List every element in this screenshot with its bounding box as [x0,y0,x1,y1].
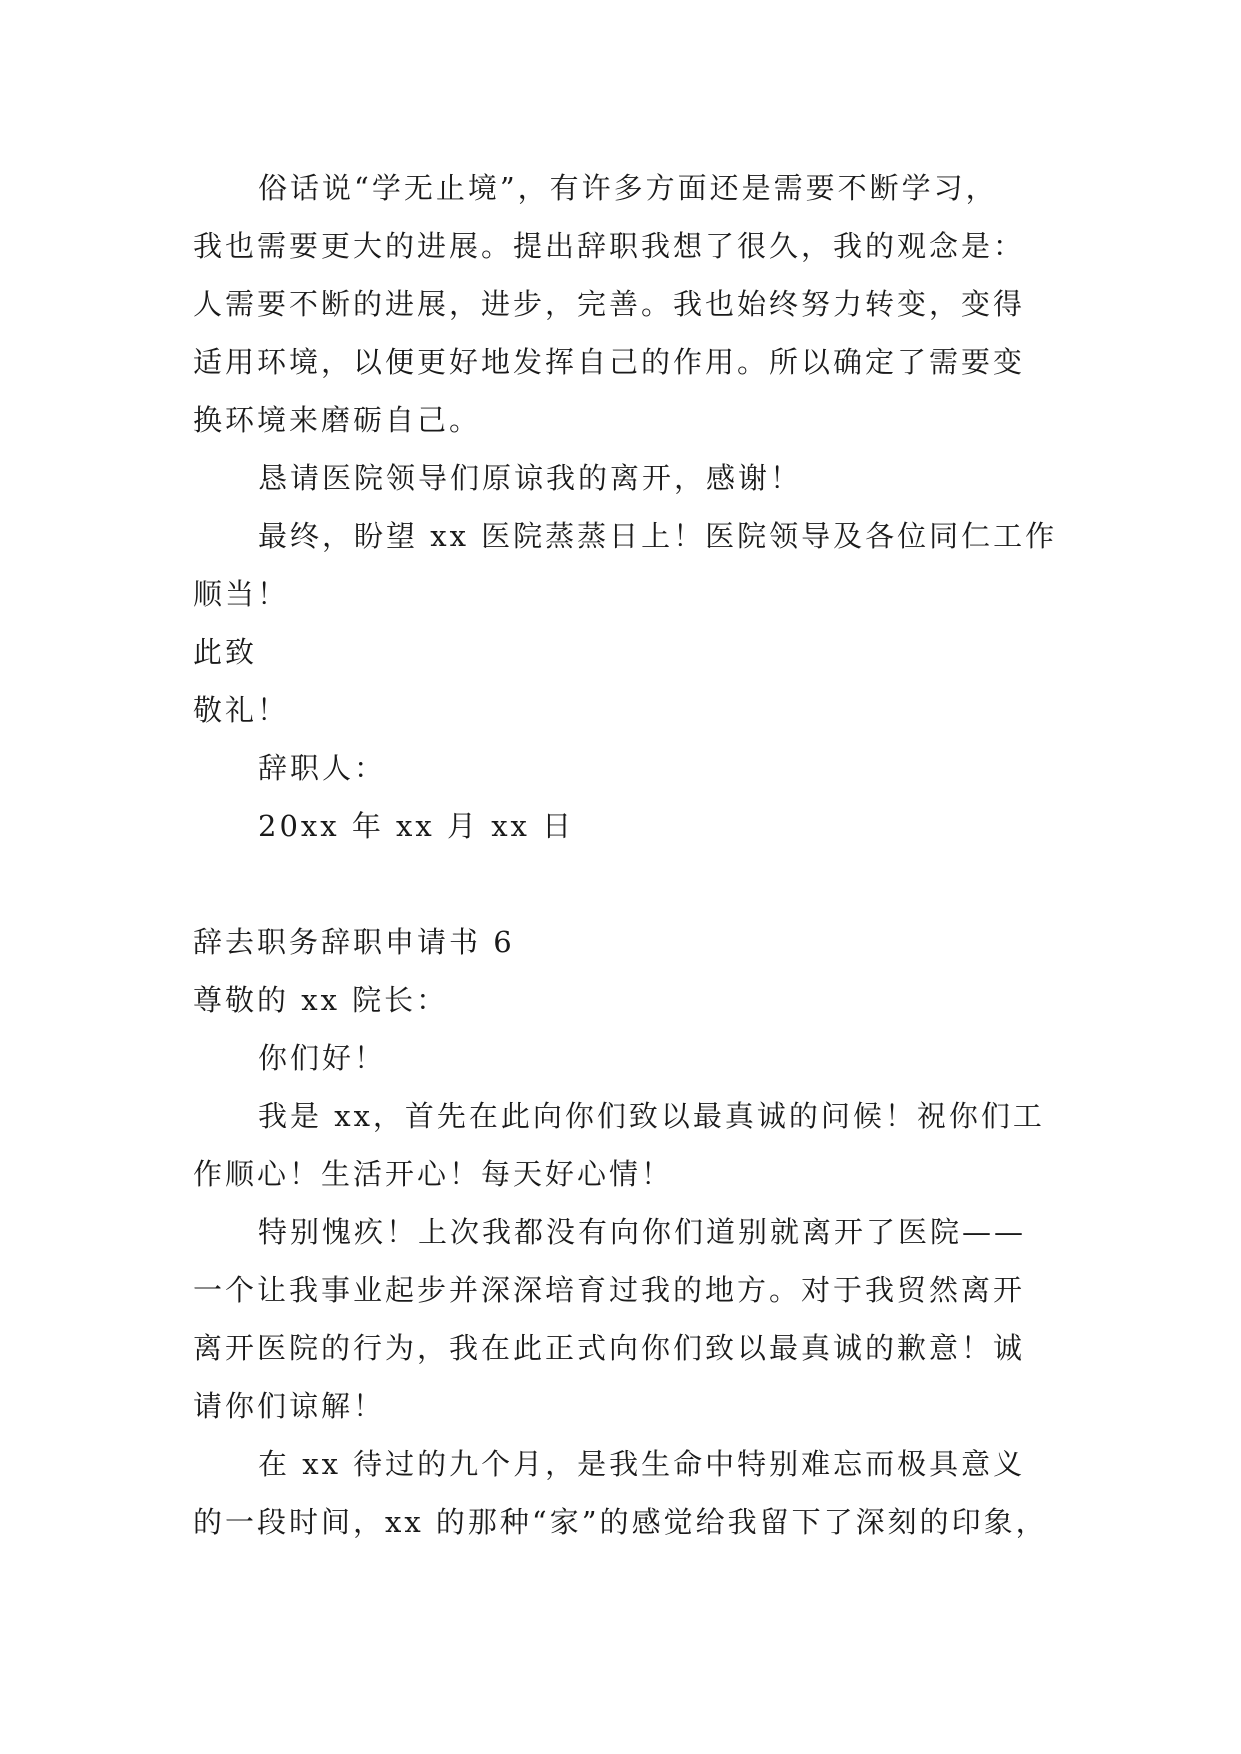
text-line: 人需要不断的进展，进步，完善。我也始终努力转变，变得 [193,287,1026,321]
text-line: 请你们谅解！ [193,1389,386,1423]
closing-salutation: 此致 [193,635,258,669]
text-line: 我是 xx，首先在此向你们致以最真诚的问候！祝你们工 [258,1099,1045,1133]
signature-label: 辞职人： [258,751,387,785]
text-line: 适用环境，以便更好地发挥自己的作用。所以确定了需要变 [193,345,1026,379]
text-line: 在 xx 待过的九个月，是我生命中特别难忘而极具意义 [258,1447,1026,1481]
closing-regards: 敬礼！ [193,693,290,727]
text-line: 特别愧疚！上次我都没有向你们道别就离开了医院—— [258,1215,1027,1249]
text-line: 离开医院的行为，我在此正式向你们致以最真诚的歉意！诚 [193,1331,1026,1365]
text-line: 恳请医院领导们原谅我的离开，感谢！ [258,461,803,495]
greeting-line: 尊敬的 xx 院长： [193,983,449,1017]
text-line: 一个让我事业起步并深深培育过我的地方。对于我贸然离开 [193,1273,1026,1307]
text-line: 俗话说“学无止境”，有许多方面还是需要不断学习， [258,171,998,205]
text-line: 顺当！ [193,577,290,611]
text-line: 我也需要更大的进展。提出辞职我想了很久，我的观念是： [193,229,1026,263]
text-line: 作顺心！生活开心！每天好心情！ [193,1157,674,1191]
section-title: 辞去职务辞职申请书 6 [193,925,515,959]
date-line: 20xx 年 xx 月 xx 日 [258,809,575,843]
text-line: 你们好！ [258,1041,387,1075]
text-line: 的一段时间，xx 的那种“家”的感觉给我留下了深刻的印象， [193,1505,1048,1539]
text-line: 换环境来磨砺自己。 [193,403,482,437]
text-line: 最终，盼望 xx 医院蒸蒸日上！医院领导及各位同仁工作 [258,519,1058,553]
